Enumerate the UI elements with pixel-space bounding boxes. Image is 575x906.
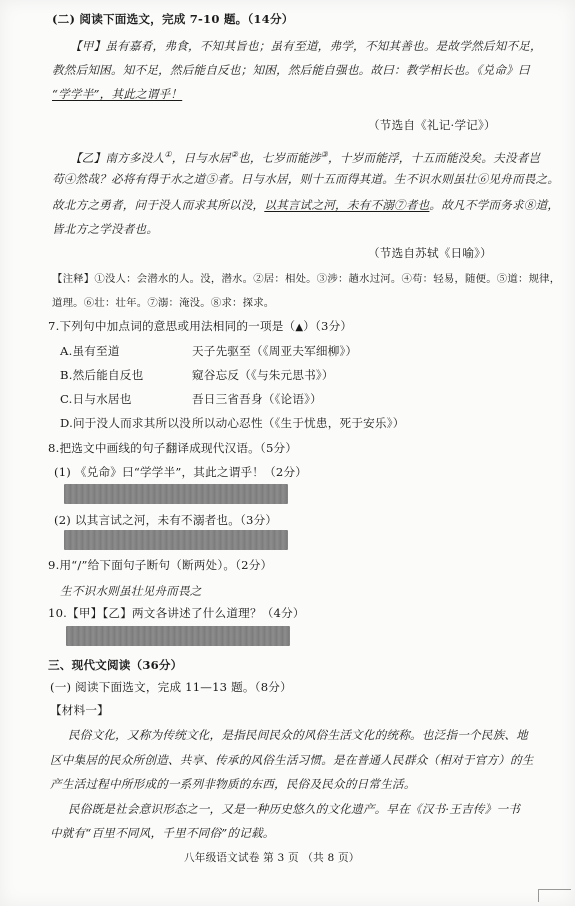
yi-line-1 [70, 147, 540, 166]
q7-option-b-label: B.然后能自反也 [60, 368, 144, 382]
note-ref-1: ① [164, 150, 172, 159]
q8-sub-2: (2) 以其言试之河，未有不溺者也。（3分） [54, 513, 278, 527]
yi-line-1-b: ，日与水居 [171, 150, 231, 165]
yi-source: （节选自苏轼《日喻》） [368, 246, 492, 260]
answer-triangle-icon: ▲ [295, 322, 304, 333]
q10-stem: 10.【甲】【乙】两文各讲述了什么道理？（4分） [48, 606, 305, 620]
yi-line-3-a: 故北方之勇者，问于没人而求其所以没， [52, 198, 265, 212]
q9-sentence: 生不识水则虽壮见舟而畏之 [60, 584, 202, 598]
corner-mark [538, 889, 571, 902]
section3-heading: 三、现代文阅读（36分） [48, 658, 183, 672]
jia-line-2: 教然后知困。知不足，然后能自反也；知困，然后能自强也。故曰：教学相长也。《兑命》曰 [52, 63, 530, 77]
yi-line-1-d: ，十岁而能浮，十五而能没矣。夫没者岂 [328, 150, 541, 165]
note-ref-3: ③ [320, 150, 329, 159]
q7-option-c-label: C.日与水居也 [60, 392, 132, 406]
q7-option-a-label: A.虽有至道 [60, 344, 120, 358]
yi-line-1-a: 【乙】南方多没人 [70, 150, 165, 165]
jia-line-3: “学学半”，其此之谓乎！ [52, 87, 183, 101]
jia-source: （节选自《礼记·学记》） [368, 118, 496, 132]
answer-area-q10[interactable] [66, 626, 290, 646]
material-p2-line-1: 民俗既是社会意识形态之一，又是一种历史悠久的文化遗产。早在《汉书·王吉传》一书 [68, 802, 521, 816]
yi-line-2: 苟④然哉？必将有得于水之道⑤者。日与水居，则十五而得其道。生不识水则虽壮⑥见舟而畏之。 [52, 172, 560, 186]
page-footer: 八年级语文试卷 第 3 页 （共 8 页） [184, 852, 360, 864]
yi-line-3 [52, 197, 559, 213]
jia-line-1: 【甲】虽有嘉肴，弗食，不知其旨也；虽有至道，弗学，不知其善也。是故学然后知不足， [70, 39, 542, 53]
material-p1-line-3: 产生活过程中所形成的一系列非物质的东西，民俗及民众的日常生活。 [50, 777, 416, 791]
q7-option-d-pair: 所以动心忍性（《生于忧患，死于安乐》） [192, 416, 405, 430]
material-p1-line-2: 区中集居的民众所创造、共享、传承的风俗生活习惯。是在普通人民群众（相对于官方）的生 [50, 753, 534, 767]
q7-option-b-pair: 窥谷忘反（《与朱元思书》） [192, 368, 334, 382]
material-label: 【材料一】 [50, 703, 109, 717]
material-p2-line-2: 中就有“百里不同风，千里不同俗”的记载。 [50, 826, 275, 840]
section2-heading: (二) 阅读下面选文，完成 7-10 题。（14分） [52, 12, 294, 26]
yi-line-1-c: 也，七岁而能涉 [238, 150, 321, 165]
q7-option-d-label: D.问于没人而求其所以没 [60, 416, 191, 430]
section3-sub-heading: (一) 阅读下面选文，完成 11—13 题。（8分） [50, 680, 292, 694]
q7-stem-a: 7.下列句中加点词的意思或用法相同的一项是（ [48, 319, 296, 333]
q8-sub-1: (1) 《兑命》曰“学学半”，其此之谓乎！（2分） [54, 465, 308, 479]
yi-line-3-underlined: 以其言试之河，未有不溺⑦者也 [264, 198, 430, 212]
yi-line-4: 皆北方之学没者也。 [52, 222, 159, 236]
note-ref-2: ② [230, 150, 239, 159]
q7-stem [48, 318, 352, 336]
notes-line-2: 道理。⑥壮：壮年。⑦溺：淹没。⑧求：探求。 [52, 297, 275, 309]
yi-line-3-c: 。故凡不学而务求⑧道， [429, 198, 560, 212]
q7-option-c-pair: 吾日三省吾身（《论语》） [192, 392, 322, 406]
q8-stem: 8.把选文中画线的句子翻译成现代汉语。（5分） [48, 441, 298, 455]
material-p1-line-1: 民俗文化，又称为传统文化，是指民间民众的风俗生活文化的统称。也泛指一个民族、地 [68, 728, 528, 742]
answer-area-q8-2[interactable] [64, 530, 288, 550]
answer-area-q8-1[interactable] [64, 484, 288, 504]
q9-stem: 9.用“/”给下面句子断句（断两处）。（2分） [48, 558, 273, 572]
q7-stem-b: ）（3分） [303, 319, 353, 333]
q7-option-a-pair: 天子先驱至（《周亚夫军细柳》） [192, 344, 358, 358]
notes-line-1: 【注释】①没人：会潜水的人。没，潜水。②居：相处。③涉：趟水过河。④苟：轻易，随便。⑤道：规律， [52, 273, 561, 285]
